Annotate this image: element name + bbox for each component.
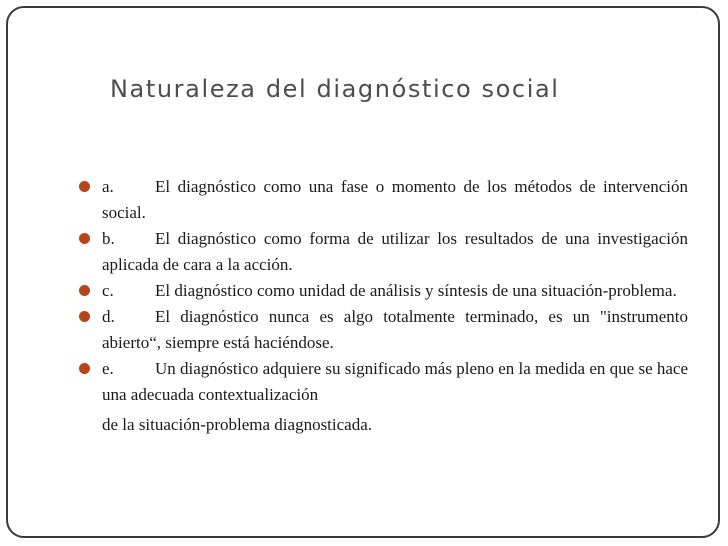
list-item [78,174,688,226]
item-text: El diagnóstico nunca es algo totalmente terminado, es un "instrumento abierto“, siempre está haciéndose. [102,307,688,352]
bullet-list [78,174,688,438]
item-letter: c. [102,281,114,300]
bullet-icon [79,181,90,192]
list-item [78,356,688,408]
item-text: El diagnóstico como una fase o momento de los métodos de intervención social. [102,177,688,222]
continuation-text: de la situación-problema diagnosticada. [102,415,373,434]
bullet-icon [79,363,90,374]
slide-title: Naturaleza del diagnóstico social [110,75,560,103]
item-letter: b. [102,229,115,248]
bullet-icon [79,311,90,322]
item-text: El diagnóstico como unidad de análisis y síntesis de una situación-problema. [155,281,677,300]
bullet-icon [79,233,90,244]
item-letter: e. [102,359,114,378]
item-letter: a. [102,177,114,196]
item-letter: d. [102,307,115,326]
list-item [78,278,688,304]
bullet-icon [79,285,90,296]
list-item [78,226,688,278]
item-text: Un diagnóstico adquiere su significado más pleno en la medida en que se hace una adecuada contextualización [102,359,688,404]
item-text: El diagnóstico como forma de utilizar los resultados de una investigación aplicada de cara a la acción. [102,229,688,274]
list-item [78,304,688,356]
